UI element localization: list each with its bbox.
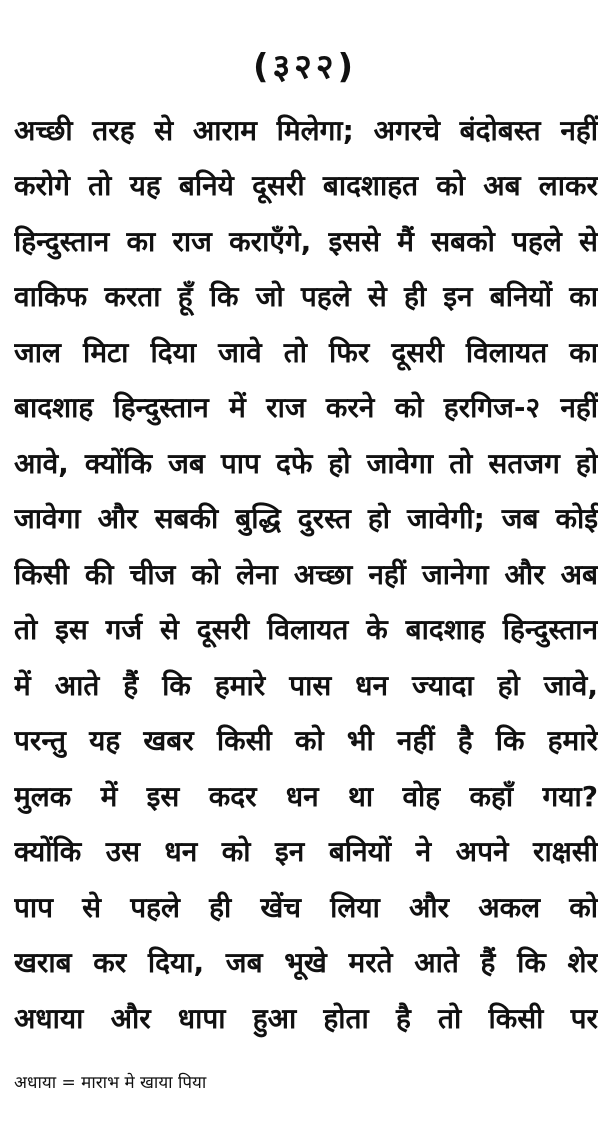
text-line-content: खराब कर दिया, जब भूखे मरते आते हैं कि शेर <box>14 946 598 980</box>
text-line <box>14 657 598 713</box>
text-line <box>14 990 598 1046</box>
text-line <box>14 380 598 436</box>
text-line <box>14 435 598 491</box>
page-number: (३२२) <box>252 47 358 87</box>
text-line-content: वाकिफ करता हूँ कि जो पहले से ही इन बनियों का <box>14 280 598 314</box>
text-line-content: अधाया और धापा हुआ होता है तो किसी पर <box>14 1001 598 1035</box>
text-line-content: बादशाह हिन्दुस्तान में राज करने को हरगिज-२ नहीं <box>14 391 598 425</box>
text-line <box>14 324 598 380</box>
text-line <box>14 602 598 658</box>
text-line-content: क्योंकि उस धन को इन बनियों ने अपने राक्षसी <box>14 835 598 869</box>
text-line-content: में आते हैं कि हमारे पास धन ज्यादा हो जावे, <box>14 668 598 702</box>
text-line-content: तो इस गर्ज से दूसरी विलायत के बादशाह हिन्दुस्तान <box>14 613 598 647</box>
footnote: अधाया = माराभ मे खाया पिया <box>14 1073 207 1093</box>
text-line-content: हिन्दुस्तान का राज कराएँगे, इससे मैं सबको पहले से <box>14 224 598 258</box>
text-line <box>14 102 598 158</box>
text-line <box>14 546 598 602</box>
text-line <box>14 879 598 935</box>
body-text <box>14 102 598 1046</box>
text-line <box>14 491 598 547</box>
text-line-content: जावेगा और सबकी बुद्धि दुरस्त हो जावेगी; जब कोई <box>14 502 598 536</box>
text-line <box>14 768 598 824</box>
text-line-content: पाप से पहले ही खेंच लिया और अकल को <box>14 890 598 924</box>
text-line <box>14 824 598 880</box>
text-line-content: करोगे तो यह बनिये दूसरी बादशाहत को अब लाकर <box>14 169 598 203</box>
text-line-content: जाल मिटा दिया जावे तो फिर दूसरी विलायत का <box>14 335 598 369</box>
text-line <box>14 269 598 325</box>
text-line <box>14 213 598 269</box>
text-line-content: आवे, क्योंकि जब पाप दफे हो जावेगा तो सतजग हो <box>14 446 598 480</box>
text-line-content: अच्छी तरह से आराम मिलेगा; अगरचे बंदोबस्त नहीं <box>14 113 598 147</box>
text-line-content: परन्तु यह खबर किसी को भी नहीं है कि हमारे <box>14 724 598 758</box>
text-line-content: किसी की चीज को लेना अच्छा नहीं जानेगा और अब <box>14 557 598 591</box>
text-line-content: मुलक में इस कदर धन था वोह कहाँ गया? <box>14 779 598 813</box>
text-line <box>14 158 598 214</box>
text-line <box>14 713 598 769</box>
text-line <box>14 935 598 991</box>
